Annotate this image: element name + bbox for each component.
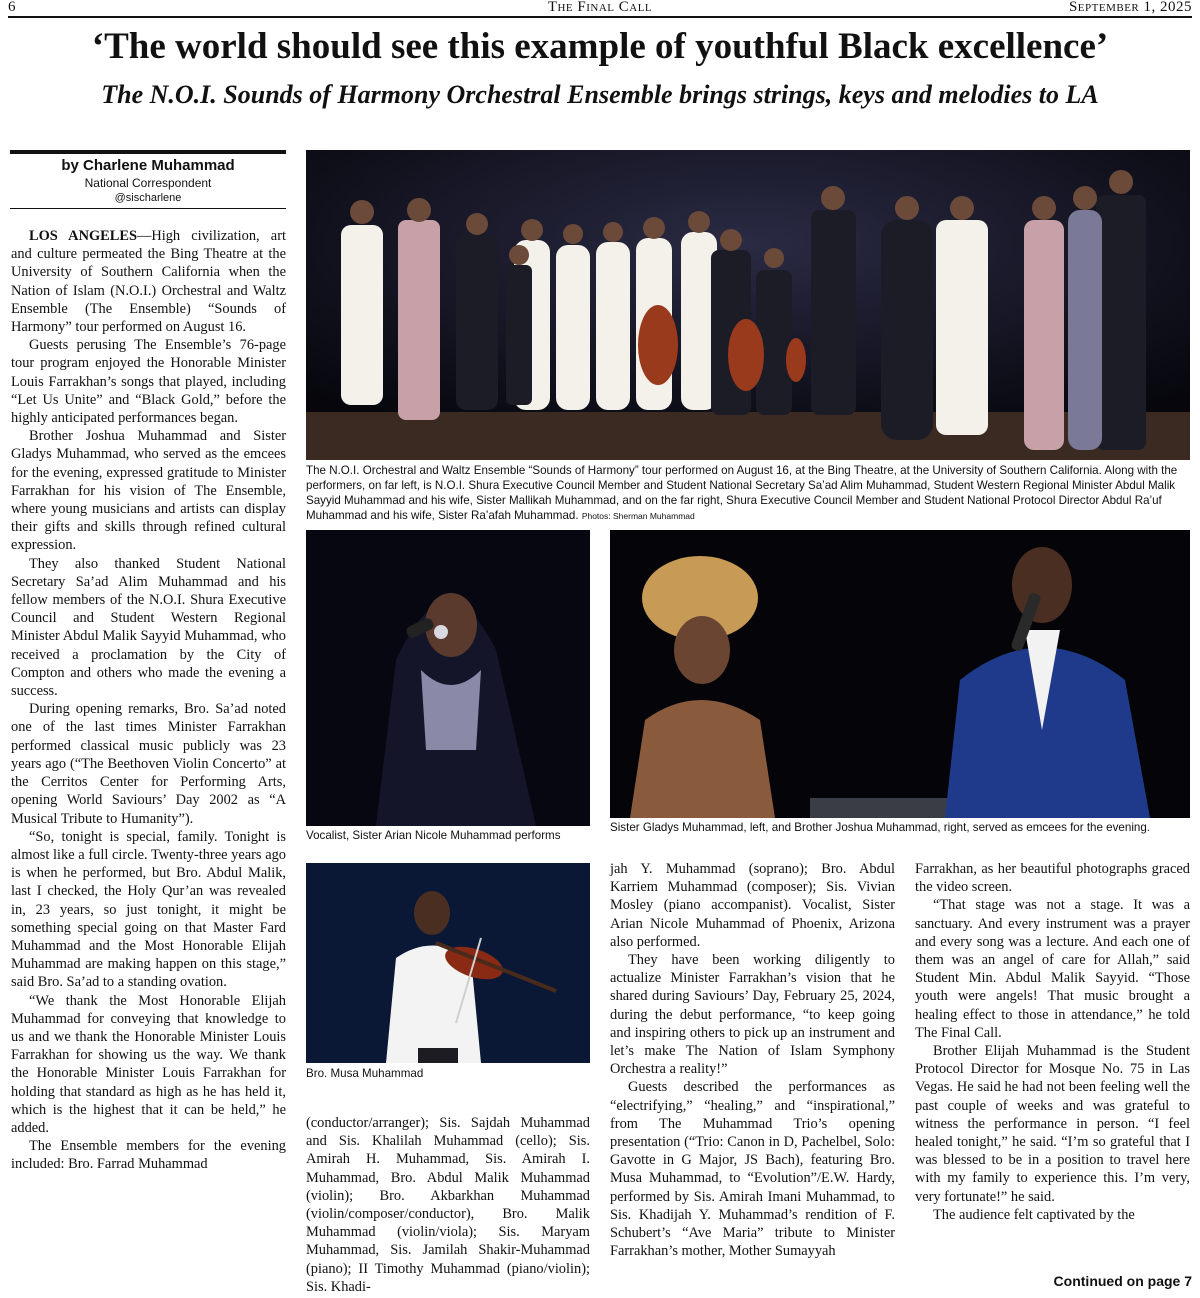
paragraph: During opening remarks, Bro. Sa’ad noted one of the last times Minister Farrakhan performed classical music publicly was 23 years ago (“The Beethoven Violin Concerto” at the Cerritos Center for Performing Arts, opening World Saviours’ Day 2002 as “A Musical Tribute to Humanity”). xyxy=(11,701,286,827)
byline xyxy=(10,150,286,209)
article-column-3 xyxy=(610,860,895,1260)
group-photo-caption: The N.O.I. Orchestral and Waltz Ensemble “Sounds of Harmony” tour performed on August 16, at the Bing Theatre, at the University of Southern California. Along with the performers, on far left, is N.O.I. Shura Executive Council Member and Student National Secretary Sa’ad Alim Muhammad, Student Western Regional Minister Abdul Malik Sayyid Muhammad and his wife, Sister Mallikah Muhammad, and on the far right, Shura Executive Council Member and Student National Protocol Director Abdul Ra’uf Muhammad and his wife, Sister Ra’afah Muhammad. Photos: Sherman Muhammad xyxy=(306,464,1178,522)
paragraph: Farrakhan, as her beautiful photographs graced the video screen. xyxy=(915,861,1190,896)
paragraph: They have been working diligently to actualize Minister Farrakhan’s vision that he shared during Saviours’ Day, February 25, 2024, during the debut performance, “to keep going and inspiring others to pick up an instrument and let’s make The Nation of Islam Symphony Orchestra a reality!” xyxy=(610,952,895,1078)
emcees-photo xyxy=(610,530,1190,818)
paragraph: They also thanked Student National Secretary Sa’ad Alim Muhammad and his fellow members of the N.O.I. Shura Executive Council and Student Western Regional Minister Abdul Malik Sayyid Muhammad, who received a proclamation by the City of Compton and others who made the evening a success. xyxy=(11,555,286,700)
paragraph: The Ensemble members for the evening included: Bro. Farrad Muhammad xyxy=(11,1138,286,1173)
photo-credit: Photos: Sherman Muhammad xyxy=(581,511,695,521)
article-column-2 xyxy=(306,1114,590,1296)
paragraph: LOS ANGELES—High civilization, art and culture permeated the Bing Theatre at the University of Southern California when the Nation of Islam (N.O.I.) Orchestral and Waltz Ensemble (The Ensemble) “Sounds of Harmony” tour performed on August 16. xyxy=(11,228,286,336)
paragraph: “So, tonight is special, family. Tonight is almost like a full circle. Twenty-three years ago is when he performed, but Bro. Abdul Malik, last I checked, the Holy Qur’an was revealed in, 23 years, so just tonight, it might be something special going on that Master Fard Muhammad and the Most Honorable Elijah Muhammad are making happen on this stage,” said Bro. Sa’ad to a standing ovation. xyxy=(11,828,286,991)
folio-bar xyxy=(8,0,1192,18)
vocalist-photo xyxy=(306,530,590,826)
article-column-4 xyxy=(915,860,1190,1224)
paragraph: jah Y. Muhammad (soprano); Bro. Abdul Karriem Muhammad (composer); Sis. Vivian Mosley (piano accompanist). Vocalist, Sister Arian Nicole Muhammad of Phoenix, Arizona also performed. xyxy=(610,861,895,950)
page-number: 6 xyxy=(8,0,16,15)
emcees-photo-caption: Sister Gladys Muhammad, left, and Brother Joshua Muhammad, right, served as emcees for the evening. xyxy=(610,821,1151,834)
byline-author: by Charlene Muhammad xyxy=(61,157,235,174)
publication-name: The Final Call xyxy=(547,0,653,15)
violinist-photo xyxy=(306,863,590,1063)
dateline: LOS ANGELES xyxy=(29,228,137,244)
paragraph: (conductor/arranger); Sis. Sajdah Muhammad and Sis. Khalilah Muhammad (cello); Sis. Amirah H. Muhammad, Sis. Amirah I. Muhammad, Bro. Abdul Malik Muhammad (violin); Bro. Akbarkhan Muhammad (violin/composer/conductor), Bro. Malik Muhammad (violin/viola); Sis. Maryam Muhammad, Sis. Jamilah Shakir-Muhammad (piano); II Timothy Muhammad (piano/violin); Sis. Khadi- xyxy=(306,1115,590,1295)
paragraph: The audience felt captivated by the xyxy=(933,1206,1135,1223)
issue-date: September 1, 2025 xyxy=(1068,0,1192,15)
paragraph: Guests perusing The Ensemble’s 76-page tour program enjoyed the Honorable Minister Louis Farrakhan’s songs that played, including “Let Us Unite” and “Black Gold,” before the highly anticipated performances began. xyxy=(11,337,286,427)
paragraph: “We thank the Most Honorable Elijah Muhammad for conveying that knowledge to us and we thank the Honorable Minister Louis Farrakhan for showing us the way. We thank the Honorable Minister Louis Farrakhan for holding that standard as high as he has held it, which is the highest that it can be held,” he added. xyxy=(11,992,286,1136)
paragraph: Brother Joshua Muhammad and Sister Gladys Muhammad, who served as the emcees for the evening, expressed gratitude to Minister Farrakhan for his vision of The Ensemble, where young musicians and artists can display their gifts and skills through refined cultural expression. xyxy=(11,428,286,554)
article-column-1 xyxy=(11,227,286,1174)
vocalist-photo-caption: Vocalist, Sister Arian Nicole Muhammad performs xyxy=(306,829,561,842)
paragraph: Guests described the performances as “electrifying,” “healing,” and “inspirational,” from The Muhammad Trio’s opening presentation (“Trio: Canon in D, Pachelbel, Solo: Gavotte in G Major, JS Bach), featuring Bro. Musa Muhammad, to “Evolution”/E.W. Hardy, performed by Sis. Amirah Imani Muhammad, to Sis. Khadijah Y. Muhammad’s rendition of F. Schubert’s “Ave Maria” tribute to Minister Farrakhan’s mother, Mother Sumayyah xyxy=(610,1079,895,1260)
byline-handle: @sischarlene xyxy=(114,192,182,204)
deck: The N.O.I. Sounds of Harmony Orchestral Ensemble brings strings, keys and melodies to LA xyxy=(101,80,1099,109)
continued-jump-link[interactable]: Continued on page 7 xyxy=(1053,1273,1192,1289)
paragraph: Brother Elijah Muhammad is the Student Protocol Director for Mosque No. 75 in Las Vegas. He said he had not been feeling well the past couple of weeks and was grateful to witness the performance in person. “I feel healed tonight,” he said. “I’m so grateful that I was blessed to be in a position to travel here with my family to experience this. I’m very, very fortunate!” he said. xyxy=(915,1043,1190,1205)
headline: ‘The world should see this example of youthful Black excellence’ xyxy=(91,26,1109,67)
group-photo xyxy=(306,150,1190,460)
byline-role: National Correspondent xyxy=(84,176,212,190)
violinist-photo-caption: Bro. Musa Muhammad xyxy=(306,1067,424,1080)
paragraph: “That stage was not a stage. It was a sanctuary. And every instrument was a prayer and every song was a lecture. And each one of them was an angel of care for Allah,” said Student Min. Abdul Malik Sayyid. “Those youth were angels! That music brought a healing effect to those in attendance,” he told The Final Call. xyxy=(915,897,1190,1041)
